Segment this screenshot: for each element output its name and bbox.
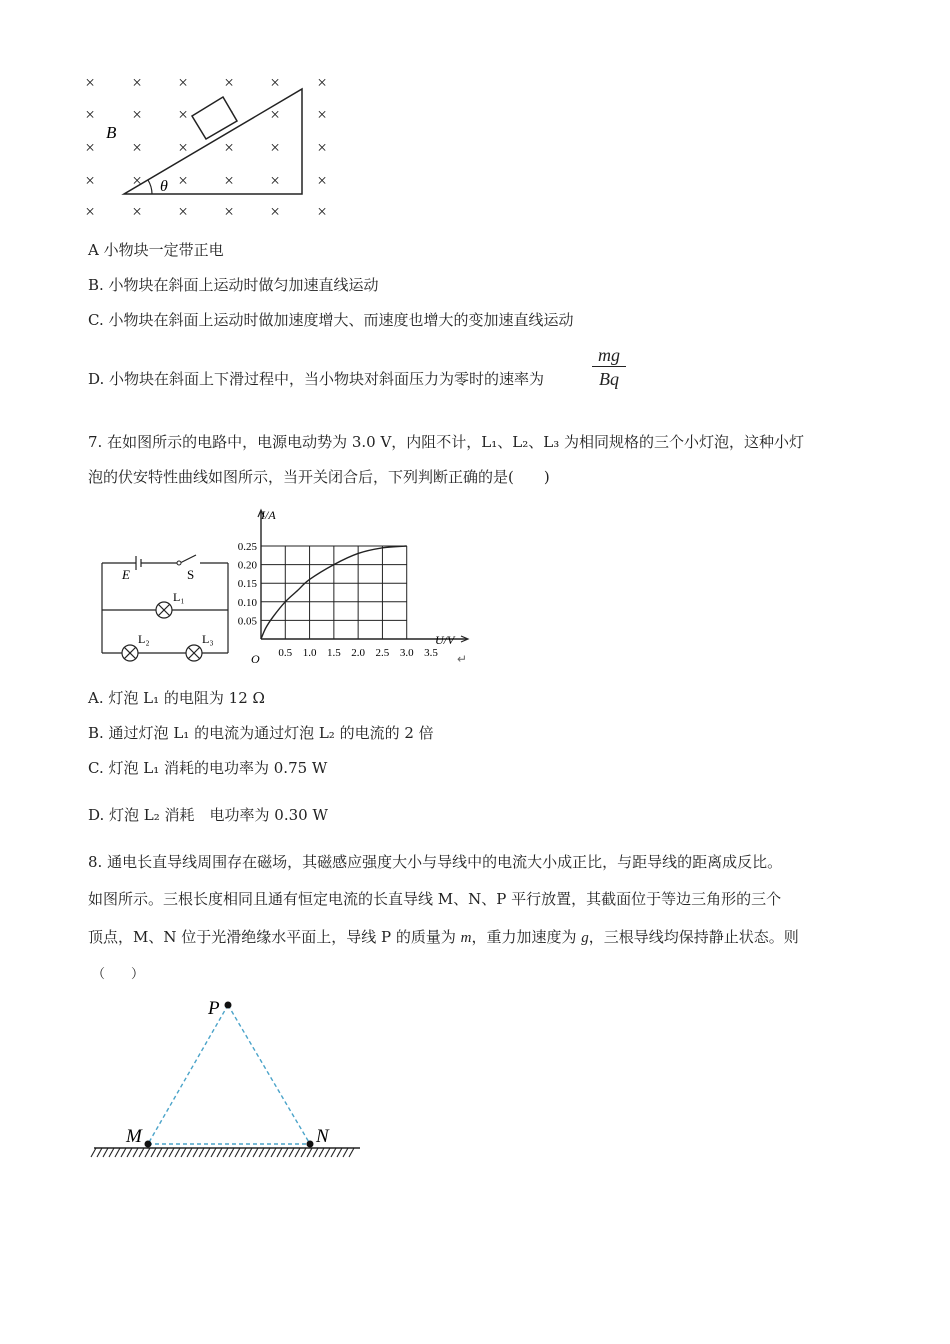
q6-option-a: A 小物块一定带正电 [88, 241, 224, 259]
chart-grid [261, 546, 407, 639]
hatch-mark [91, 1148, 96, 1157]
x-tick-label: 0.5 [278, 647, 293, 659]
angle-label-theta: θ [160, 178, 168, 195]
field-cross: × [132, 138, 142, 157]
q6-option-c: C. 小物块在斜面上运动时做加速度增大、而速度也增大的变加速直线运动 [88, 311, 574, 329]
q8-line3-part-c: ，三根导线均保持静止状态。则 [588, 928, 799, 946]
hatch-mark [109, 1148, 114, 1157]
hatch-mark [247, 1148, 252, 1157]
hatch-mark [199, 1148, 204, 1157]
hatch-mark [175, 1148, 180, 1157]
x-tick-label: 1.5 [326, 647, 341, 659]
hatch-mark [241, 1148, 246, 1157]
hatch-mark [187, 1148, 192, 1157]
hatch-mark [229, 1148, 234, 1157]
hatch-mark [169, 1148, 174, 1157]
field-cross: × [132, 202, 142, 220]
field-cross: × [178, 171, 188, 190]
field-cross: × [85, 105, 95, 124]
y-tick-label: 0.25 [237, 541, 257, 553]
hatch-mark [145, 1148, 150, 1157]
hatch-mark [97, 1148, 102, 1157]
hatch-mark [259, 1148, 264, 1157]
field-cross: × [178, 138, 188, 157]
field-cross: × [178, 105, 188, 124]
field-cross: × [224, 202, 234, 220]
hatch-mark [127, 1148, 132, 1157]
x-tick-label: 2.0 [351, 647, 366, 659]
hatch-mark [337, 1148, 342, 1157]
hatch-mark [163, 1148, 168, 1157]
hatch-mark [295, 1148, 300, 1157]
hatch-mark [319, 1148, 324, 1157]
field-cross: × [132, 105, 142, 124]
lamp-l1 [156, 602, 172, 618]
incline-magnetic-field-figure [80, 70, 340, 220]
wire-n-dot [307, 1141, 314, 1148]
hatch-mark [349, 1148, 354, 1157]
q8-stem-line2: 如图所示。三根长度相同且通有恒定电流的长直导线 M、N、P 平行放置，其截面位于等边三角形的三个 [88, 890, 782, 908]
hatch-mark [121, 1148, 126, 1157]
hatch-mark [277, 1148, 282, 1157]
field-cross: × [317, 202, 327, 220]
lamp-l2 [122, 645, 138, 661]
field-cross: × [85, 138, 95, 157]
q6-option-d-fraction [592, 344, 626, 391]
field-cross: × [224, 138, 234, 157]
lamp-l3 [186, 645, 202, 661]
paragraph-mark: ↵ [457, 652, 468, 666]
chart-axes [258, 510, 468, 642]
wire-m-label: M [126, 1126, 142, 1147]
field-cross: × [85, 202, 95, 220]
hatch-mark [103, 1148, 108, 1157]
switch-contact [177, 561, 181, 565]
q7-option-d: D. 灯泡 L₂ 消耗 电功率为 0.30 W [88, 806, 328, 824]
field-cross: × [317, 138, 327, 157]
q8-stem-line3 [88, 927, 799, 948]
hatch-mark [289, 1148, 294, 1157]
q8-stem-line1: 8. 通电长直导线周围存在磁场，其磁感应强度大小与导线中的电流大小成正比，与距导线的距离成反比。 [88, 853, 783, 871]
circuit-diagram [96, 545, 236, 670]
field-cross: × [224, 171, 234, 190]
field-cross: × [132, 171, 142, 190]
three-wires-triangle-figure [90, 992, 370, 1167]
field-cross: × [178, 202, 188, 220]
chart-tick-labels [238, 541, 439, 659]
equilateral-triangle [148, 1005, 310, 1144]
ground-hatching [91, 1148, 354, 1157]
q6-option-d: D. 小物块在斜面上下滑过程中，当小物块对斜面压力为零时的速率为 [88, 370, 545, 388]
hatch-mark [151, 1148, 156, 1157]
q8-gravity-symbol: g [581, 930, 589, 946]
hatch-mark [139, 1148, 144, 1157]
hatch-mark [223, 1148, 228, 1157]
q7-option-a: A. 灯泡 L₁ 的电阻为 12 Ω [88, 689, 265, 707]
lamp-label-l1: L₁ [173, 590, 185, 604]
x-axis-label: U/V [435, 633, 455, 647]
field-cross: × [270, 138, 280, 157]
q8-line3-part-a: 顶点，M、N 位于光滑绝缘水平面上，导线 P 的质量为 [88, 928, 461, 946]
q8-line3-part-b: ，重力加速度为 [471, 928, 582, 946]
x-tick-label: 3.5 [424, 647, 438, 659]
origin-label: O [251, 652, 260, 666]
field-cross: × [317, 105, 327, 124]
q8-answer-bracket: （ ） [92, 967, 145, 982]
x-tick-label: 1.0 [302, 647, 317, 659]
hatch-mark [307, 1148, 312, 1157]
y-tick-label: 0.05 [237, 615, 257, 628]
q7-stem-line1: 7. 在如图所示的电路中，电源电动势为 3.0 V，内阻不计，L₁、L₂、L₃ 为相同规格的三个小灯泡，这种小灯 [88, 433, 804, 451]
q7-stem-line2: 泡的伏安特性曲线如图所示，当开关闭合后，下列判断正确的是( ) [88, 468, 550, 486]
hatch-mark [325, 1148, 330, 1157]
q7-option-c: C. 灯泡 L₁ 消耗的电功率为 0.75 W [88, 759, 328, 777]
y-axis-label: I/A [261, 508, 276, 522]
hatch-mark [133, 1148, 138, 1157]
hatch-mark [157, 1148, 162, 1157]
hatch-mark [253, 1148, 258, 1157]
lamp-label-l3: L₃ [202, 632, 214, 646]
hatch-mark [235, 1148, 240, 1157]
hatch-mark [211, 1148, 216, 1157]
q7-option-b: B. 通过灯泡 L₁ 的电流为通过灯泡 L₂ 的电流的 2 倍 [88, 724, 434, 742]
y-tick-label: 0.10 [237, 596, 257, 609]
wire-n-label: N [316, 1126, 329, 1147]
field-cross: × [85, 171, 95, 190]
fraction-numerator: mg [592, 344, 626, 367]
fraction-denominator: Bq [599, 369, 619, 389]
hatch-mark [265, 1148, 270, 1157]
hatch-mark [217, 1148, 222, 1157]
field-cross: × [224, 73, 234, 92]
hatch-mark [301, 1148, 306, 1157]
field-cross: × [270, 202, 280, 220]
field-label-b: B [106, 123, 117, 142]
field-cross: × [270, 73, 280, 92]
wire-p-label: P [208, 998, 220, 1019]
field-cross: × [85, 73, 95, 92]
hatch-mark [271, 1148, 276, 1157]
field-cross: × [317, 171, 327, 190]
hatch-mark [283, 1148, 288, 1157]
wire-p-dot [225, 1002, 232, 1009]
q6-option-b: B. 小物块在斜面上运动时做匀加速直线运动 [88, 276, 379, 294]
x-tick-label: 2.5 [375, 647, 390, 659]
q8-mass-symbol: m [460, 930, 472, 946]
iu-characteristic-chart [225, 505, 485, 675]
field-cross: × [317, 73, 327, 92]
hatch-mark [313, 1148, 318, 1157]
hatch-mark [331, 1148, 336, 1157]
wire-m-dot [145, 1141, 152, 1148]
hatch-mark [181, 1148, 186, 1157]
field-cross: × [178, 73, 188, 92]
field-cross: × [270, 171, 280, 190]
angle-arc [148, 180, 152, 194]
hatch-mark [193, 1148, 198, 1157]
field-cross: × [270, 105, 280, 124]
y-tick-label: 0.20 [237, 559, 257, 572]
hatch-mark [343, 1148, 348, 1157]
sliding-block [192, 97, 237, 139]
switch-blade [180, 555, 196, 563]
switch-label-s: S [187, 567, 195, 582]
x-tick-label: 3.0 [399, 647, 414, 659]
y-tick-label: 0.15 [237, 578, 257, 591]
source-label-e: E [122, 567, 130, 582]
hatch-mark [205, 1148, 210, 1157]
hatch-mark [115, 1148, 120, 1157]
field-cross: × [132, 73, 142, 92]
lamp-label-l2: L₂ [138, 632, 150, 646]
